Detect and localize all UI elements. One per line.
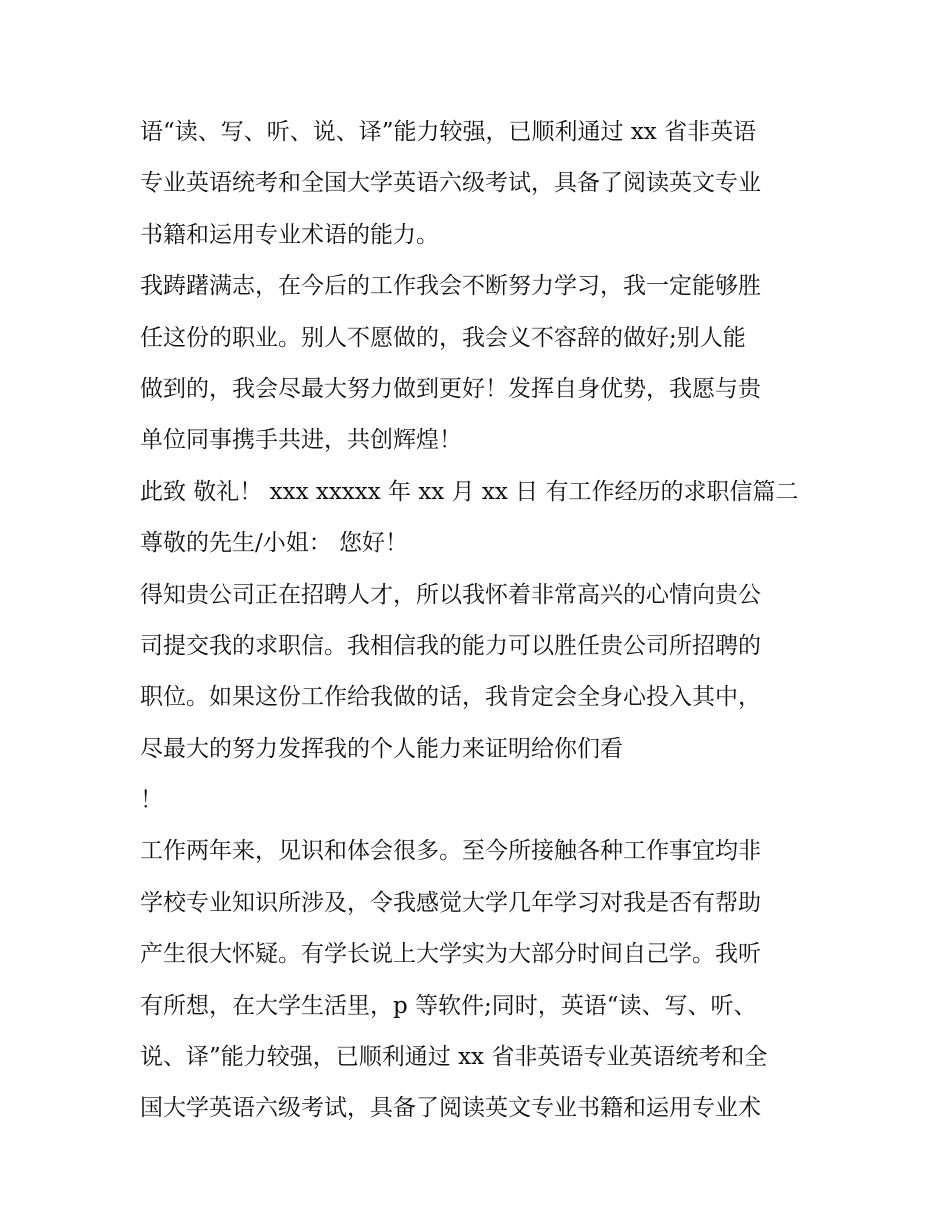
text-line: 尽最大的努力发挥我的个人能力来证明给你们看 (140, 735, 623, 762)
text-line: 说、译”能力较强，已顺利通过 xx 省非英语专业英语统考和全 (140, 1044, 768, 1071)
document-body (140, 107, 820, 1135)
text-line: 司提交我的求职信。我相信我的能力可以胜任贵公司所招聘的 (140, 632, 761, 659)
text-line: 语“读、写、听、说、译”能力较强，已顺利通过 xx 省非英语 (140, 119, 757, 145)
text-line: 做到的，我会尽最大努力做到更好！发挥自身优势，我愿与贵 (140, 375, 761, 402)
text-line: 得知贵公司正在招聘人才，所以我怀着非常高兴的心情向贵公 (140, 581, 761, 608)
text-line: 职位。如果这份工作给我做的话，我肯定会全身心投入其中， (140, 684, 761, 711)
text-line: 我踌躇满志，在今后的工作我会不断努力学习，我一定能够胜 (140, 273, 761, 300)
text-line: 产生很大怀疑。有学长说上大学实为大部分时间自己学。我听 (140, 941, 761, 968)
text-line: 有所想，在大学生活里，p 等软件;同时，英语“读、写、听、 (140, 992, 757, 1019)
text-line: 工作两年来，见识和体会很多。至今所接触各种工作事宜均非 (140, 838, 761, 865)
text-line: 单位同事携手共进，共创辉煌！ (140, 427, 462, 454)
text-line: 专业英语统考和全国大学英语六级考试，具备了阅读英文专业 (140, 170, 761, 197)
text-line: 学校专业知识所涉及，令我感觉大学几年学习对我是否有帮助 (140, 889, 761, 916)
text-line: 此致 敬礼！ xxx xxxxx 年 xx 月 xx 日 有工作经历的求职信篇二 (140, 478, 799, 505)
text-line: 国大学英语六级考试，具备了阅读英文专业书籍和运用专业术 (140, 1095, 761, 1122)
text-line: 书籍和运用专业术语的能力。 (140, 221, 439, 248)
text-line: 任这份的职业。别人不愿做的，我会义不容辞的做好;别人能 (140, 324, 746, 351)
text-line: ！ (140, 787, 163, 814)
text-line: 尊敬的先生/小姐： 您好！ (140, 530, 409, 557)
